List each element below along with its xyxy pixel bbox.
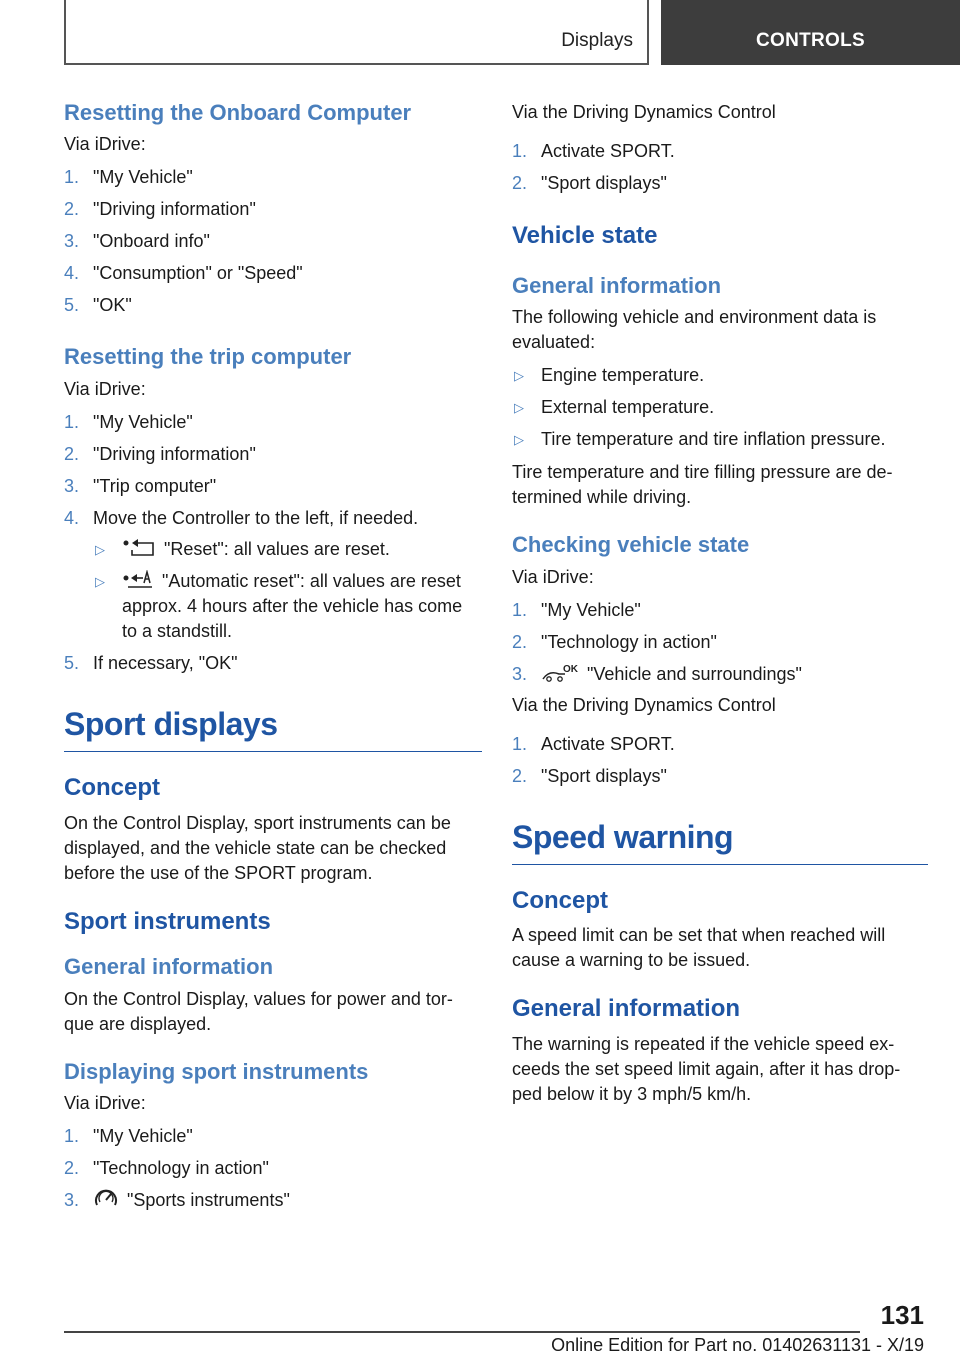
header-section-box xyxy=(64,0,649,65)
heading-resetting-onboard: Resetting the Onboard Computer xyxy=(64,100,412,125)
heading-displaying-sport: Displaying sport instruments xyxy=(64,1058,369,1084)
header-section-title: Displays xyxy=(561,30,633,51)
body-text: The warning is repeated if the vehicle speed ex‐ceeds the set speed limit again, after it has drop‐ped below it by 3 mph/5 km/h. xyxy=(512,1034,901,1105)
header-chapter-tab xyxy=(661,0,960,65)
list-item: ▷ Tire temperature and tire inflation pressure. xyxy=(512,427,928,452)
triangle-bullet-icon: ▷ xyxy=(95,541,105,557)
header-chapter-title: CONTROLS xyxy=(755,30,865,51)
intro-text: Via iDrive: xyxy=(64,134,146,155)
intro-text: Via iDrive: xyxy=(64,378,146,399)
vehicle-surroundings-icon xyxy=(541,662,579,684)
heading-general-information: General information xyxy=(64,954,274,980)
list-item: 4. Move the Controller to the left, if needed. ▷ "Reset": all values are reset. ▷ "Automatic reset": all values are reset approx. 4 hours after the vehicle has come to a standstill. xyxy=(64,506,482,644)
heading-sport-instruments: Sport instruments xyxy=(64,907,271,935)
list-item: 3. "Onboard info" xyxy=(64,231,210,252)
list-item: ▷ External temperature. xyxy=(512,395,928,420)
heading-concept: Concept xyxy=(64,773,160,801)
list-item: 1. "My Vehicle" xyxy=(64,167,193,188)
steps-list xyxy=(64,165,482,318)
intro-text: Via iDrive: xyxy=(512,566,594,587)
list-item: 1. "My Vehicle" xyxy=(512,599,641,620)
intro-text: Via the Driving Dynamics Control xyxy=(512,102,776,122)
triangle-bullet-icon: ▷ xyxy=(514,432,524,448)
list-item: 2. "Technology in action" xyxy=(512,631,717,652)
heading-checking-vehicle-state: Checking vehicle state xyxy=(512,532,750,558)
steps-list xyxy=(64,1124,482,1213)
heading-speed-warning: Speed warning xyxy=(512,819,928,865)
reset-icon xyxy=(122,538,156,558)
intro-text: Via the Driving Dynamics Control xyxy=(512,694,776,715)
heading-sport-displays: Sport displays xyxy=(64,706,482,752)
automatic-reset-icon xyxy=(122,570,154,590)
steps-list xyxy=(512,139,928,196)
body-text: On the Control Display, values for power and tor‐que are displayed. xyxy=(64,988,453,1034)
list-item: ▷ "Reset": all values are reset. xyxy=(93,537,482,562)
sports-instruments-icon xyxy=(93,1188,119,1210)
footer-divider xyxy=(64,1331,860,1333)
steps-list xyxy=(512,732,928,789)
intro-text: Via iDrive: xyxy=(64,1093,146,1114)
list-item: 1. "My Vehicle" xyxy=(64,411,193,432)
right-column xyxy=(512,100,928,1115)
list-item: 3. "Trip computer" xyxy=(64,475,217,496)
body-text: A speed limit can be set that when reached will cause a warning to be issued. xyxy=(512,925,886,971)
left-column xyxy=(64,100,482,1225)
heading-general-information: General information xyxy=(512,272,722,298)
body-text: On the Control Display, sport instruments can be displayed, and the vehicle state can be checked before the use of the SPORT program. xyxy=(64,812,451,883)
bullet-list xyxy=(512,363,928,452)
list-item: 3. "Sports instruments" xyxy=(64,1190,290,1211)
list-item: 1. Activate SPORT. xyxy=(512,141,675,161)
list-item: 2. "Driving information" xyxy=(64,199,256,220)
heading-vehicle-state: Vehicle state xyxy=(512,222,658,249)
body-text: Tire temperature and tire filling pressure are de‐termined while driving. xyxy=(512,462,893,508)
triangle-bullet-icon: ▷ xyxy=(514,368,524,384)
footer-edition: Online Edition for Part no. 01402631131 - X/19 xyxy=(551,1335,924,1355)
list-item: ▷ Engine temperature. xyxy=(512,363,928,388)
list-item: 5. If necessary, "OK" xyxy=(64,652,238,673)
list-item: 2. "Sport displays" xyxy=(512,173,667,193)
heading-concept: Concept xyxy=(512,886,608,914)
list-item: 3. OK "Vehicle and surroundings" xyxy=(512,663,802,684)
body-text: The following vehicle and environment data is evaluated: xyxy=(512,307,877,353)
heading-general-information: General information xyxy=(512,995,741,1023)
page-number: 131 xyxy=(880,1300,924,1330)
list-item: 1. "My Vehicle" xyxy=(64,1126,193,1147)
list-item: 1. Activate SPORT. xyxy=(512,733,675,754)
list-item: 2. "Driving information" xyxy=(64,443,256,464)
list-item: 5. "OK" xyxy=(64,295,132,316)
list-item: ▷ "Automatic reset": all values are reset approx. 4 hours after the vehicle has come to a standstill. xyxy=(95,570,463,641)
list-item: 2. "Technology in action" xyxy=(64,1158,269,1179)
heading-resetting-trip: Resetting the trip computer xyxy=(64,344,352,370)
triangle-bullet-icon: ▷ xyxy=(95,573,105,589)
steps-list xyxy=(64,410,482,676)
svg-text:OK: OK xyxy=(563,663,578,675)
triangle-bullet-icon: ▷ xyxy=(514,400,524,416)
list-item: 4. "Consumption" or "Speed" xyxy=(64,263,303,284)
steps-list xyxy=(512,598,928,687)
list-item: 2. "Sport displays" xyxy=(512,765,667,786)
sub-list xyxy=(93,537,482,644)
